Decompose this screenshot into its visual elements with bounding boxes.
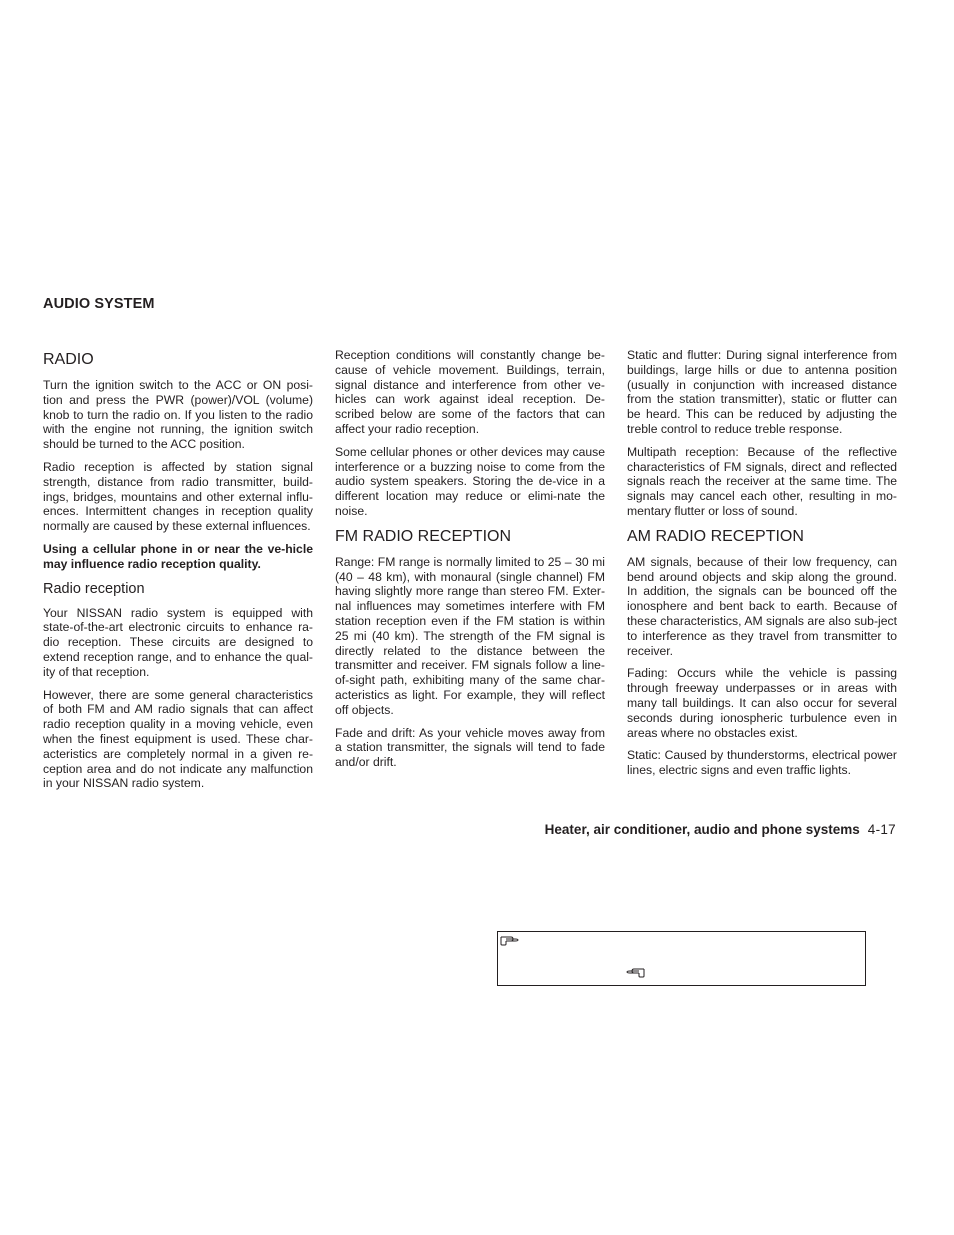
radio-paragraph-1: Turn the ignition switch to the ACC or ON posi-tion and press the PWR (power)/VOL (volume) knob to turn the radio on. If you listen to the radio with the engine not running, the ignition switch should be turned to the ACC position. — [43, 378, 313, 452]
cellular-warning: Using a cellular phone in or near the ve-hicle may influence radio reception quality. — [43, 541, 313, 571]
radio-reception-paragraph-1: Your NISSAN radio system is equipped with state-of-the-art electronic circuits to enhance ra-dio reception. These circuits are designed to extend reception range, and to enhance the qual-ity of that reception. — [43, 605, 313, 679]
static-flutter-paragraph: Static and flutter: During signal interference from buildings, large hills or due to antenna position (usually in conjunction with increased distance from the station transmitter), static or flutter can be heard. This can be reduced by adjusting the treble control to reduce treble response. — [627, 348, 897, 436]
am-signals-paragraph: AM signals, because of their low frequency, can bend around objects and skip along the ground. In addition, the signals can be bounced off the ionosphere and bent back to earth. Because of these characteristics, AM signals are also sub-ject to interference as they travel from transmitter to receiver. — [627, 554, 897, 658]
cellular-interference-paragraph: Some cellular phones or other devices may cause interference or a buzzing noise to come from the audio system speakers. Storing the de-vice in a different location may reduce or elimi-nate the noise. — [335, 444, 605, 518]
radio-heading: RADIO — [43, 351, 94, 368]
am-radio-heading: AM RADIO RECEPTION — [627, 527, 804, 545]
multipath-paragraph: Multipath reception: Because of the reflective characteristics of FM signals, direct and reflected signals reach the receiver at the same time. The signals may cancel each other, resulting in mo-mentary flutter or loss of sound. — [627, 444, 897, 518]
page-number: 4-17 — [867, 822, 896, 837]
radio-paragraph-2: Radio reception is affected by station signal strength, distance from radio transmitter, build-ings, bridges, mountains and other external influ-ences. Intermittent changes in reception quality normally are caused by these external influences. — [43, 459, 313, 534]
radio-reception-subheading: Radio reception — [43, 580, 145, 597]
fm-radio-heading: FM RADIO RECEPTION — [335, 527, 512, 545]
column-2 — [335, 348, 605, 778]
column-3 — [627, 348, 897, 786]
reception-conditions-paragraph: Reception conditions will constantly change be-cause of vehicle movement. Buildings, terrain, signal distance and interference from other ve-hicles can work against ideal reception. De-scribed below are some of the factors that can affect your radio reception. — [335, 348, 605, 436]
fade-drift-paragraph: Fade and drift: As your vehicle moves away from a station transmitter, the signals will tend to fade and/or drift. — [335, 725, 605, 770]
note-box — [497, 931, 866, 986]
column-1 — [43, 348, 313, 799]
radio-reception-paragraph-2: However, there are some general characteristics of both FM and AM radio signals that can affect radio reception quality in a moving vehicle, even when the finest equipment is used. These char-acteristics are completely normal in a given re-ception area and do not indicate any malfunction in your NISSAN radio system. — [43, 687, 313, 791]
static-paragraph: Static: Caused by thunderstorms, electrical power lines, electric signs and even traffic lights. — [627, 748, 897, 778]
section-title: AUDIO SYSTEM — [43, 296, 155, 312]
fm-range-paragraph: Range: FM range is normally limited to 25 – 30 mi (40 – 48 km), with monaural (single channel) FM having slightly more range than stereo FM. Exter-nal influences may sometimes interfere with FM station reception even if the FM station is within 25 mi (40 km). The strength of the FM signal is directly related to the distance between the transmitter and receiver. FM signals follow a line-of-sight path, exhibiting many of the same char-acteristics as light. For example, they will reflect off objects. — [335, 554, 605, 717]
page-footer — [545, 822, 896, 837]
chapter-title: Heater, air conditioner, audio and phone systems — [544, 822, 860, 837]
pointing-hand-icon — [625, 965, 645, 983]
fading-paragraph: Fading: Occurs while the vehicle is passing through freeway underpasses or in areas with many tall buildings. It can also occur for several seconds during ionospheric turbulence even in areas where no obstacles exist. — [627, 666, 897, 740]
pointing-hand-icon — [500, 933, 520, 951]
